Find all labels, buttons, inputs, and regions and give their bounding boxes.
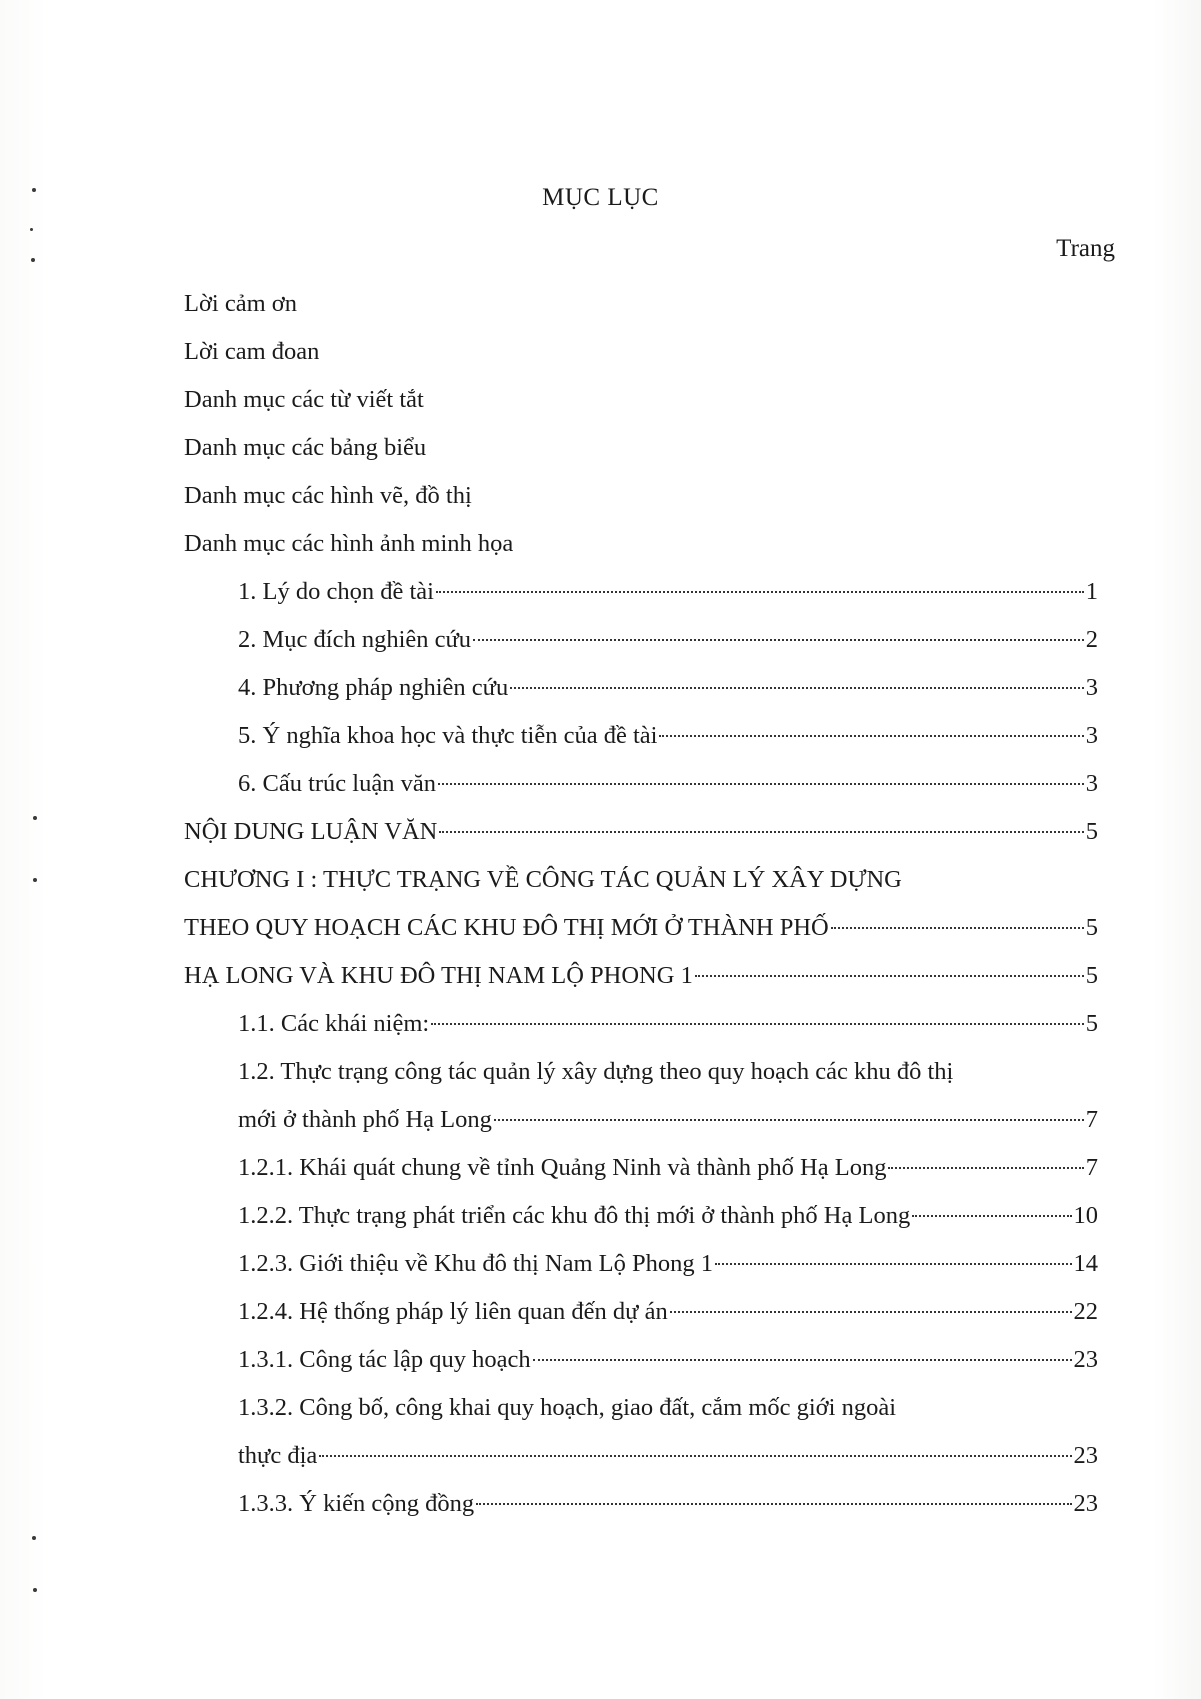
toc-entry-page: 5 bbox=[1085, 1010, 1098, 1037]
scan-speck bbox=[33, 816, 37, 820]
chapter-heading-line[interactable] bbox=[184, 958, 1098, 1006]
toc-entry[interactable] bbox=[184, 718, 1098, 766]
dot-leader bbox=[695, 975, 1084, 977]
toc-entry-text: HẠ LONG VÀ KHU ĐÔ THỊ NAM LỘ PHONG 1 bbox=[184, 962, 693, 989]
toc-entry-page: 23 bbox=[1073, 1346, 1098, 1373]
front-matter-item[interactable]: Lời cam đoan bbox=[184, 338, 320, 365]
chapter-heading-line[interactable] bbox=[184, 910, 1098, 958]
toc-entry-page: 3 bbox=[1085, 674, 1098, 701]
toc-entry-page: 2 bbox=[1085, 626, 1098, 653]
toc-entry-text: 1.2.4. Hệ thống pháp lý liên quan đến dự án bbox=[238, 1298, 668, 1325]
dot-leader bbox=[912, 1215, 1071, 1217]
toc-entry-page: 1 bbox=[1085, 578, 1098, 605]
dot-leader bbox=[436, 591, 1084, 593]
scan-speck bbox=[33, 1588, 37, 1592]
front-matter-item[interactable]: Danh mục các từ viết tắt bbox=[184, 386, 424, 413]
toc-entry-line[interactable]: 1.3.2. Công bố, công khai quy hoạch, giao đất, cắm mốc giới ngoài bbox=[238, 1394, 896, 1421]
front-matter-item[interactable]: Danh mục các hình vẽ, đồ thị bbox=[184, 482, 472, 509]
toc-entry-page: 3 bbox=[1085, 770, 1098, 797]
toc-entry-text: thực địa bbox=[238, 1442, 318, 1469]
toc-entry-line[interactable]: 1.2. Thực trạng công tác quản lý xây dựng theo quy hoạch các khu đô thị bbox=[238, 1058, 954, 1085]
dot-leader bbox=[670, 1311, 1072, 1313]
front-matter-item[interactable]: Danh mục các bảng biểu bbox=[184, 434, 427, 461]
dot-leader bbox=[831, 927, 1084, 929]
front-matter-item[interactable]: Danh mục các hình ảnh minh họa bbox=[184, 530, 514, 557]
toc-entry-page: 7 bbox=[1085, 1106, 1098, 1133]
dot-leader bbox=[476, 1503, 1071, 1505]
dot-leader bbox=[439, 831, 1083, 833]
dot-leader bbox=[659, 735, 1083, 737]
dot-leader bbox=[533, 1359, 1072, 1361]
scan-speck bbox=[33, 878, 37, 882]
toc-entry-text: 1.2.2. Thực trạng phát triển các khu đô thị mới ở thành phố Hạ Long bbox=[238, 1202, 911, 1229]
scan-speck bbox=[30, 228, 33, 231]
toc-entry-text: 1.2.1. Khái quát chung về tỉnh Quảng Ninh và thành phố Hạ Long bbox=[238, 1154, 887, 1181]
dot-leader bbox=[715, 1263, 1071, 1265]
toc-entry[interactable] bbox=[184, 1246, 1098, 1294]
toc-entry-text: 6. Cấu trúc luận văn bbox=[238, 770, 436, 797]
toc-entry-text: 2. Mục đích nghiên cứu bbox=[238, 626, 472, 653]
toc-entry[interactable] bbox=[184, 1294, 1098, 1342]
scan-speck bbox=[32, 1536, 36, 1540]
toc-entry-main-content[interactable] bbox=[184, 814, 1098, 862]
toc-entry-page: 23 bbox=[1073, 1442, 1098, 1469]
dot-leader bbox=[494, 1119, 1084, 1121]
toc-entry-page: 7 bbox=[1085, 1154, 1098, 1181]
toc-entry-page: 14 bbox=[1073, 1250, 1098, 1277]
toc-entry[interactable] bbox=[184, 1006, 1098, 1054]
toc-entry-text: 5. Ý nghĩa khoa học và thực tiễn của đề tài bbox=[238, 722, 658, 749]
toc-entry-text: 4. Phương pháp nghiên cứu bbox=[238, 674, 509, 701]
toc-entry-text: NỘI DUNG LUẬN VĂN bbox=[184, 818, 438, 845]
toc-entry-page: 3 bbox=[1085, 722, 1098, 749]
toc-entry-text: 1.1. Các khái niệm: bbox=[238, 1010, 430, 1037]
toc-entry[interactable] bbox=[184, 1150, 1098, 1198]
toc-entry[interactable] bbox=[184, 1486, 1098, 1534]
toc-entry[interactable] bbox=[184, 574, 1098, 622]
toc-entry-text: mới ở thành phố Hạ Long bbox=[238, 1106, 492, 1133]
front-matter-item[interactable]: Lời cảm ơn bbox=[184, 290, 297, 317]
toc-entry[interactable] bbox=[184, 1342, 1098, 1390]
toc-entry-page: 5 bbox=[1085, 914, 1098, 941]
table-of-contents bbox=[184, 286, 1098, 1534]
toc-entry-text: 1.2.3. Giới thiệu về Khu đô thị Nam Lộ Phong 1 bbox=[238, 1250, 714, 1277]
toc-entry-text: 1.3.1. Công tác lập quy hoạch bbox=[238, 1346, 531, 1373]
dot-leader bbox=[473, 639, 1084, 641]
toc-title: MỤC LỤC bbox=[542, 184, 659, 211]
toc-entry[interactable] bbox=[184, 670, 1098, 718]
dot-leader bbox=[431, 1023, 1084, 1025]
dot-leader bbox=[888, 1167, 1083, 1169]
toc-entry[interactable] bbox=[184, 1198, 1098, 1246]
toc-entry-page: 22 bbox=[1073, 1298, 1098, 1325]
scan-speck bbox=[31, 258, 35, 262]
dot-leader bbox=[319, 1455, 1071, 1457]
toc-entry-page: 5 bbox=[1085, 962, 1098, 989]
toc-entry-page: 23 bbox=[1073, 1490, 1098, 1517]
chapter-heading-line[interactable]: CHƯƠNG I : THỰC TRẠNG VỀ CÔNG TÁC QUẢN LÝ XÂY DỰNG bbox=[184, 866, 902, 893]
toc-entry[interactable] bbox=[184, 1102, 1098, 1150]
toc-entry-text: 1. Lý do chọn đề tài bbox=[238, 578, 434, 605]
toc-entry-text: 1.3.3. Ý kiến cộng đồng bbox=[238, 1490, 475, 1517]
toc-entry-text: THEO QUY HOẠCH CÁC KHU ĐÔ THỊ MỚI Ở THÀNH PHỐ bbox=[184, 914, 829, 941]
toc-entry-page: 5 bbox=[1085, 818, 1098, 845]
dot-leader bbox=[510, 687, 1084, 689]
toc-entry[interactable] bbox=[184, 1438, 1098, 1486]
page-column-label: Trang bbox=[1056, 235, 1115, 262]
dot-leader bbox=[438, 783, 1084, 785]
toc-entry[interactable] bbox=[184, 622, 1098, 670]
toc-entry[interactable] bbox=[184, 766, 1098, 814]
toc-entry-page: 10 bbox=[1073, 1202, 1098, 1229]
